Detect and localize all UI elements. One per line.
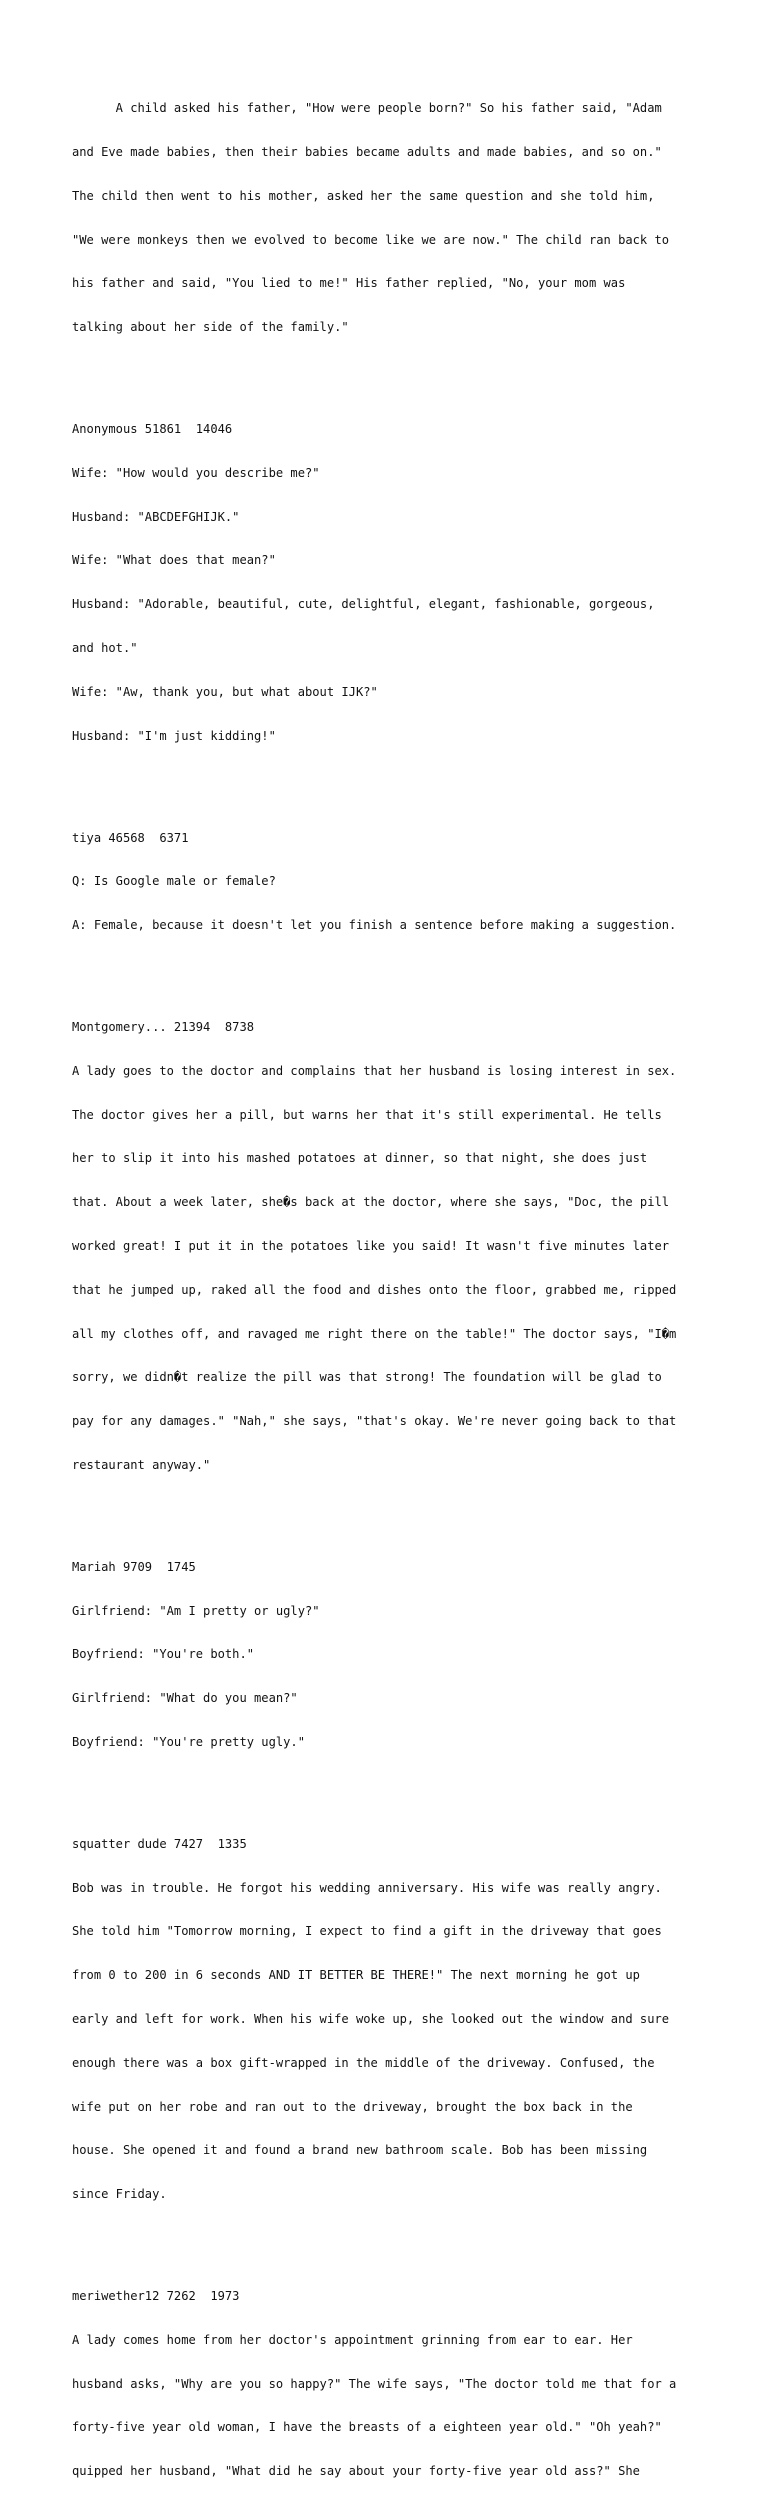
document-page	[72, 72, 712, 2508]
joke-header: Anonymous 51861 14046	[72, 422, 233, 437]
joke-line: The child then went to his mother, asked her the same question and she told him,	[72, 188, 655, 203]
joke-header: squatter dude 7427 1335	[72, 1836, 247, 1851]
joke-entry	[72, 393, 712, 772]
joke-line: She told him "Tomorrow morning, I expect to find a gift in the driveway that goes	[72, 1924, 662, 1939]
joke-line: that he jumped up, raked all the food and dishes onto the floor, grabbed me, ripped	[72, 1282, 677, 1297]
joke-line: wife put on her robe and ran out to the driveway, brought the box back in the	[72, 2099, 633, 2114]
joke-header: Mariah 9709 1745	[72, 1559, 196, 1574]
joke-line: talking about her side of the family."	[72, 320, 349, 335]
joke-line: since Friday.	[72, 2187, 167, 2202]
joke-line: forty-five year old woman, I have the breasts of a eighteen year old." "Oh yeah?"	[72, 2420, 662, 2435]
joke-line: Q: Is Google male or female?	[72, 874, 276, 889]
joke-line: Boyfriend: "You're both."	[72, 1647, 255, 1662]
joke-entry	[72, 2260, 712, 2508]
joke-line: Wife: "Aw, thank you, but what about IJK?"	[72, 684, 378, 699]
joke-line: A: Female, because it doesn't let you finish a sentence before making a suggestion.	[72, 918, 677, 933]
joke-line: his father and said, "You lied to me!" His father replied, "No, your mom was	[72, 276, 626, 291]
joke-line: A lady comes home from her doctor's appointment grinning from ear to ear. Her	[72, 2332, 633, 2347]
joke-line: husband asks, "Why are you so happy?" The wife says, "The doctor told me that for a	[72, 2376, 677, 2391]
joke-line: "We were monkeys then we evolved to become like we are now." The child ran back to	[72, 232, 670, 247]
joke-line: Girlfriend: "What do you mean?"	[72, 1691, 298, 1706]
joke-line: Bob was in trouble. He forgot his wedding anniversary. His wife was really angry.	[72, 1880, 662, 1895]
joke-line: her to slip it into his mashed potatoes at dinner, so that night, she does just	[72, 1151, 648, 1166]
joke-line: from 0 to 200 in 6 seconds AND IT BETTER BE THERE!" The next morning he got up	[72, 1968, 640, 1983]
joke-line: sorry, we didn�t realize the pill was that strong! The foundation will be glad to	[72, 1370, 662, 1385]
joke-header: meriwether12 7262 1973	[72, 2289, 240, 2304]
joke-line: Husband: "I'm just kidding!"	[72, 728, 276, 743]
spacer	[72, 1779, 712, 1808]
joke-line: A lady goes to the doctor and complains that her husband is losing interest in sex.	[72, 1063, 677, 1078]
joke-line: pay for any damages." "Nah," she says, "that's okay. We're never going back to that	[72, 1414, 677, 1429]
joke-line: restaurant anyway."	[72, 1457, 211, 1472]
spacer	[72, 962, 712, 991]
spacer	[72, 1502, 712, 1531]
joke-line: Wife: "How would you describe me?"	[72, 465, 320, 480]
joke-line: worked great! I put it in the potatoes like you said! It wasn't five minutes later	[72, 1238, 670, 1253]
joke-line: Wife: "What does that mean?"	[72, 553, 276, 568]
joke-line: and hot."	[72, 640, 138, 655]
spacer	[72, 2231, 712, 2260]
joke-line: Husband: "ABCDEFGHIJK."	[72, 509, 240, 524]
joke-entry	[72, 1808, 712, 2231]
joke-entry	[72, 72, 712, 364]
joke-entry	[72, 801, 712, 962]
joke-line: quipped her husband, "What did he say about your forty-five year old ass?" She	[72, 2464, 640, 2479]
joke-line: early and left for work. When his wife woke up, she looked out the window and sure	[72, 2012, 670, 2027]
joke-line: A child asked his father, "How were people born?" So his father said, "Adam	[72, 101, 662, 116]
spacer	[72, 772, 712, 801]
joke-line: Husband: "Adorable, beautiful, cute, delightful, elegant, fashionable, gorgeous,	[72, 597, 655, 612]
joke-line: house. She opened it and found a brand new bathroom scale. Bob has been missing	[72, 2143, 648, 2158]
joke-line: enough there was a box gift-wrapped in the middle of the driveway. Confused, the	[72, 2055, 655, 2070]
joke-line: all my clothes off, and ravaged me right there on the table!" The doctor says, "I�m	[72, 1326, 677, 1341]
joke-line: and Eve made babies, then their babies became adults and made babies, and so on."	[72, 144, 662, 159]
joke-line: The doctor gives her a pill, but warns her that it's still experimental. He tells	[72, 1107, 662, 1122]
joke-entry	[72, 991, 712, 1502]
joke-header: Montgomery... 21394 8738	[72, 1020, 255, 1035]
joke-line: Girlfriend: "Am I pretty or ugly?"	[72, 1603, 320, 1618]
spacer	[72, 364, 712, 393]
joke-header: tiya 46568 6371	[72, 830, 189, 845]
joke-line: that. About a week later, she�s back at the doctor, where she says, "Doc, the pill	[72, 1195, 670, 1210]
joke-line: Boyfriend: "You're pretty ugly."	[72, 1734, 305, 1749]
joke-entry	[72, 1531, 712, 1779]
